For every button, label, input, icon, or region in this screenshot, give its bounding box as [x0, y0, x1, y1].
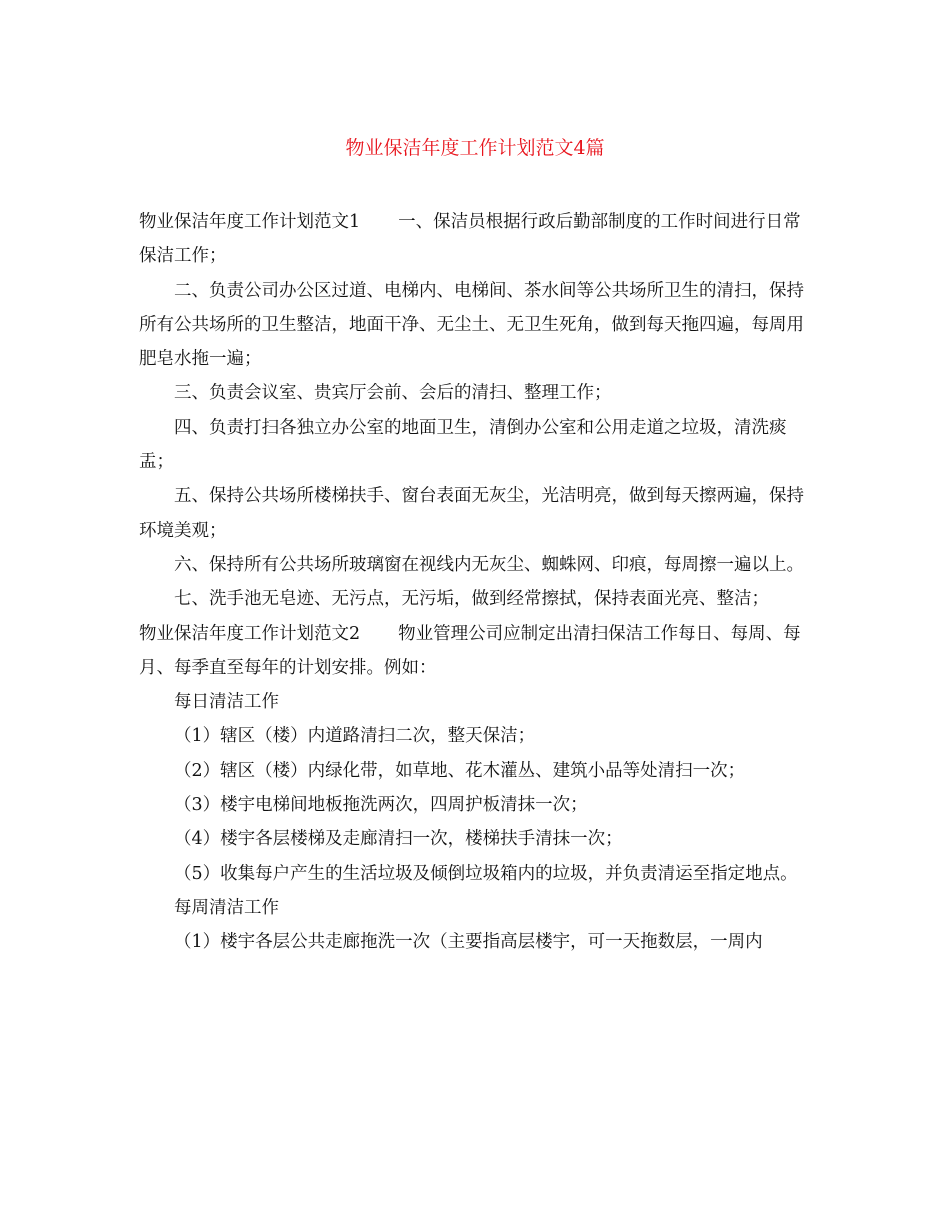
document-title: 物业保洁年度工作计划范文4篇	[345, 137, 605, 159]
section1-item: 七、洗手池无皂迹、无污点，无污垢，做到经常擦拭，保持表面光亮、整洁；	[174, 589, 769, 610]
section2-intro: 物业管理公司应制定出清扫保洁工作每日、每周、每月、每季直至每年的计划安排。例如：	[139, 623, 801, 678]
daily-item: （3）楼宇电梯间地板拖洗两次，四周护板清抹一次；	[174, 795, 588, 816]
section2-heading: 物业保洁年度工作计划范文2	[139, 623, 361, 644]
section1-intro: 一、保洁员根据行政后勤部制度的工作时间进行日常保洁工作；	[139, 212, 801, 267]
section1-item: 五、保持公共场所楼梯扶手、窗台表面无灰尘，光洁明亮，做到每天擦两遍，保持环境美观；	[139, 486, 804, 541]
section1-item: 四、负责打扫各独立办公室的地面卫生，清倒办公室和公用走道之垃圾，清洗痰盂；	[139, 417, 787, 473]
section1-heading: 物业保洁年度工作计划范文1	[139, 212, 361, 232]
daily-item: （5）收集每户产生的生活垃圾及倾倒垃圾箱内的垃圾，并负责清运至指定地点。	[174, 863, 798, 884]
weekly-item: （1）楼宇各层公共走廊拖洗一次（主要指高层楼宇，可一天拖数层，一周内	[174, 932, 763, 953]
section1-item: 二、负责公司办公区过道、电梯内、电梯间、茶水间等公共场所卫生的清扫，保持所有公共场所的卫生整洁，地面干净、无尘土、无卫生死角，做到每天拖四遍，每周用肥皂水拖一遍；	[139, 280, 804, 370]
section1-paragraph	[139, 205, 815, 274]
daily-item: （1）辖区（楼）内道路清扫二次，整天保洁；	[174, 726, 536, 747]
section2-paragraph	[139, 617, 815, 686]
daily-heading: 每日清洁工作	[174, 692, 279, 713]
document-body	[139, 205, 815, 960]
section1-item: 三、负责会议室、贵宾厅会前、会后的清扫、整理工作；	[174, 383, 612, 404]
section1-item: 六、保持所有公共场所玻璃窗在视线内无灰尘、蜘蛛网、印痕，每周擦一遍以上。	[174, 554, 804, 575]
weekly-heading: 每周清洁工作	[174, 897, 279, 918]
daily-item: （2）辖区（楼）内绿化带，如草地、花木灌丛、建筑小品等处清扫一次；	[174, 760, 746, 781]
daily-item: （4）楼宇各层楼梯及走廊清扫一次，楼梯扶手清抹一次；	[174, 829, 623, 850]
